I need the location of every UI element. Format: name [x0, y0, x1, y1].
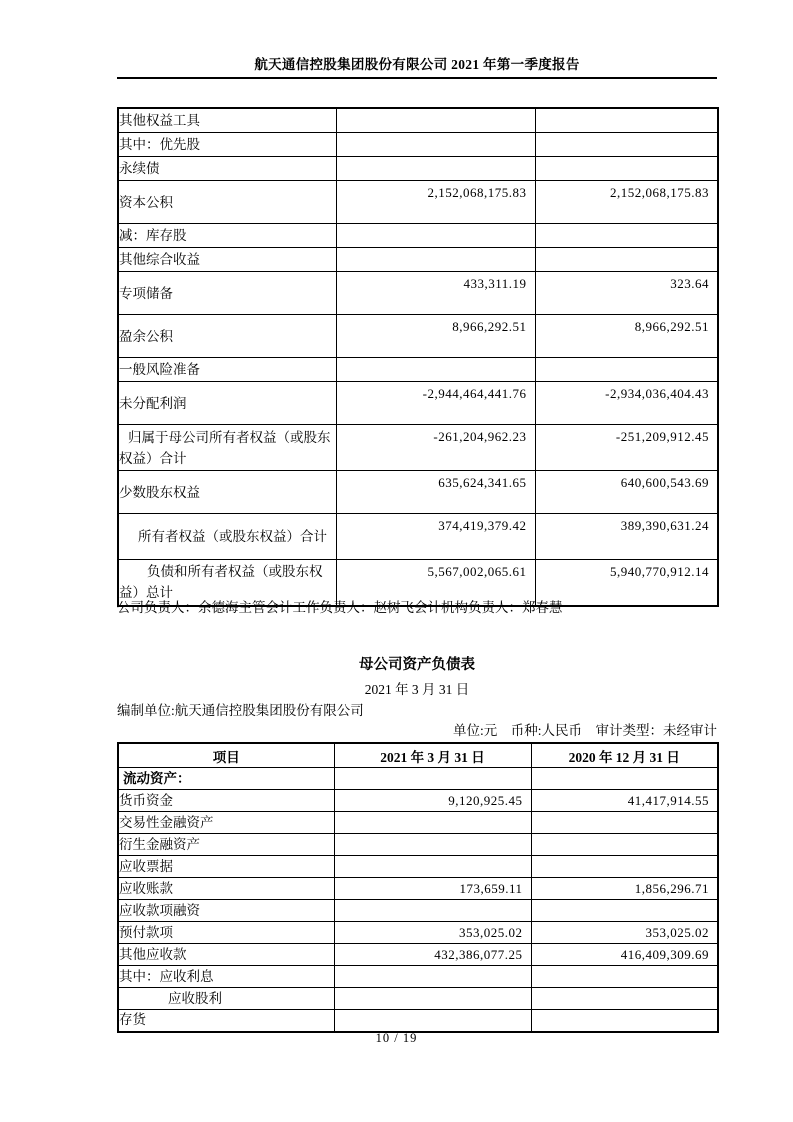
row-value-2021: [334, 900, 531, 922]
report-header-title: 航天通信控股集团股份有限公司 2021 年第一季度报告: [254, 57, 580, 72]
table-row: [118, 471, 718, 514]
row-label: 应收股利: [118, 988, 334, 1010]
row-value-2021: [334, 834, 531, 856]
row-value-2021: 353,025.02: [334, 922, 531, 944]
row-label: 资本公积: [118, 181, 336, 224]
row-value-2021: 8,966,292.51: [336, 315, 535, 358]
row-value-2021: [334, 966, 531, 988]
row-value-2020: [535, 358, 718, 382]
row-value-2021: [336, 224, 535, 248]
table-row: [118, 922, 718, 944]
row-value-2021: 173,659.11: [334, 878, 531, 900]
table-row: [118, 834, 718, 856]
table-row: [118, 108, 718, 133]
row-label: 应收票据: [118, 856, 334, 878]
row-value-2020: 8,966,292.51: [535, 315, 718, 358]
row-label: 盈余公积: [118, 315, 336, 358]
row-value-2021: -261,204,962.23: [336, 425, 535, 471]
row-label: 存货: [118, 1010, 334, 1032]
row-value-2021: 374,419,379.42: [336, 514, 535, 560]
row-value-2021: [336, 248, 535, 272]
row-label: 负债和所有者权益（或股东权益）总计: [118, 560, 336, 606]
row-value-2021: 2,152,068,175.83: [336, 181, 535, 224]
row-value-2020: 416,409,309.69: [531, 944, 718, 966]
row-value-2021: -2,944,464,441.76: [336, 382, 535, 425]
row-value-2020: 323.64: [535, 272, 718, 315]
page-number-indicator: 10 / 19: [375, 1031, 418, 1045]
table-row: [118, 514, 718, 560]
row-value-2020: [535, 108, 718, 133]
row-value-2020: 41,417,914.55: [531, 790, 718, 812]
row-value-2020: [531, 988, 718, 1010]
row-label: 永续债: [118, 157, 336, 181]
row-label: 所有者权益（或股东权益）合计: [118, 514, 336, 560]
row-value-2021: [336, 157, 535, 181]
row-value-2021: [334, 988, 531, 1010]
row-value-2020: [535, 133, 718, 157]
row-value-2020: [531, 1010, 718, 1032]
statement-prepared-by: 编制单位:航天通信控股集团股份有限公司: [117, 703, 364, 718]
table-row: [118, 966, 718, 988]
row-value-2021: 433,311.19: [336, 272, 535, 315]
row-value-2021: [336, 358, 535, 382]
row-value-2020: 5,940,770,912.14: [535, 560, 718, 606]
table-row: [118, 248, 718, 272]
row-value-2021: 432,386,077.25: [334, 944, 531, 966]
row-value-2020: 389,390,631.24: [535, 514, 718, 560]
table-row: [118, 425, 718, 471]
table-row: [118, 358, 718, 382]
officers-line: 公司负责人：余德海主管会计工作负责人：赵树飞会计机构负责人：郑春慧: [117, 600, 563, 615]
statement-title: 母公司资产负债表: [359, 657, 475, 673]
table-header-row: [118, 743, 718, 768]
row-label: 预付款项: [118, 922, 334, 944]
table-row: [118, 224, 718, 248]
row-value-2020: -2,934,036,404.43: [535, 382, 718, 425]
row-value-2020: [531, 768, 718, 790]
table-row: [118, 181, 718, 224]
table-row: [118, 988, 718, 1010]
col-header-2020: 2020 年 12 月 31 日: [531, 743, 718, 768]
col-header-2021: 2021 年 3 月 31 日: [334, 743, 531, 768]
row-label: 其中：优先股: [118, 133, 336, 157]
row-value-2021: [334, 856, 531, 878]
row-value-2020: 353,025.02: [531, 922, 718, 944]
row-label: 其他权益工具: [118, 108, 336, 133]
table-row: [118, 944, 718, 966]
row-label: 衍生金融资产: [118, 834, 334, 856]
header-rule: [117, 77, 717, 79]
table-row: [118, 790, 718, 812]
table-row: [118, 856, 718, 878]
row-label: 专项储备: [118, 272, 336, 315]
row-value-2020: -251,209,912.45: [535, 425, 718, 471]
row-value-2021: [336, 108, 535, 133]
row-value-2021: [336, 133, 535, 157]
table-row: [118, 133, 718, 157]
row-label: 应收款项融资: [118, 900, 334, 922]
col-header-item: 项目: [118, 743, 334, 768]
row-label: 交易性金融资产: [118, 812, 334, 834]
row-value-2020: 1,856,296.71: [531, 878, 718, 900]
row-value-2021: [334, 768, 531, 790]
row-value-2020: [531, 900, 718, 922]
row-label: 归属于母公司所有者权益（或股东权益）合计: [118, 425, 336, 471]
table-row: [118, 900, 718, 922]
row-value-2021: [334, 812, 531, 834]
table-row: [118, 315, 718, 358]
row-value-2021: [334, 1010, 531, 1032]
row-label: 流动资产：: [118, 768, 334, 790]
row-label: 其他综合收益: [118, 248, 336, 272]
parent-balance-sheet-table: [117, 742, 719, 1033]
row-label: 未分配利润: [118, 382, 336, 425]
table-row: [118, 812, 718, 834]
row-value-2020: [535, 248, 718, 272]
row-value-2020: [531, 812, 718, 834]
row-label: 其他应收款: [118, 944, 334, 966]
row-label: 少数股东权益: [118, 471, 336, 514]
table-row: [118, 878, 718, 900]
row-value-2020: [535, 224, 718, 248]
row-value-2020: [531, 856, 718, 878]
row-value-2020: [535, 157, 718, 181]
row-label: 其中：应收利息: [118, 966, 334, 988]
row-value-2020: [531, 834, 718, 856]
row-value-2020: 640,600,543.69: [535, 471, 718, 514]
table-row: [118, 1010, 718, 1032]
row-value-2021: 9,120,925.45: [334, 790, 531, 812]
table-row: [118, 382, 718, 425]
equity-section-table: [117, 107, 719, 607]
row-label: 减：库存股: [118, 224, 336, 248]
row-value-2020: [531, 966, 718, 988]
statement-unit-currency-audit: 单位:元 币种:人民币 审计类型：未经审计: [452, 723, 717, 738]
row-value-2020: 2,152,068,175.83: [535, 181, 718, 224]
row-value-2021: 5,567,002,065.61: [336, 560, 535, 606]
statement-date: 2021 年 3 月 31 日: [364, 682, 470, 697]
table-row: [118, 768, 718, 790]
table-row: [118, 272, 718, 315]
row-label: 一般风险准备: [118, 358, 336, 382]
row-value-2021: 635,624,341.65: [336, 471, 535, 514]
row-label: 应收账款: [118, 878, 334, 900]
table-row: [118, 157, 718, 181]
row-label: 货币资金: [118, 790, 334, 812]
